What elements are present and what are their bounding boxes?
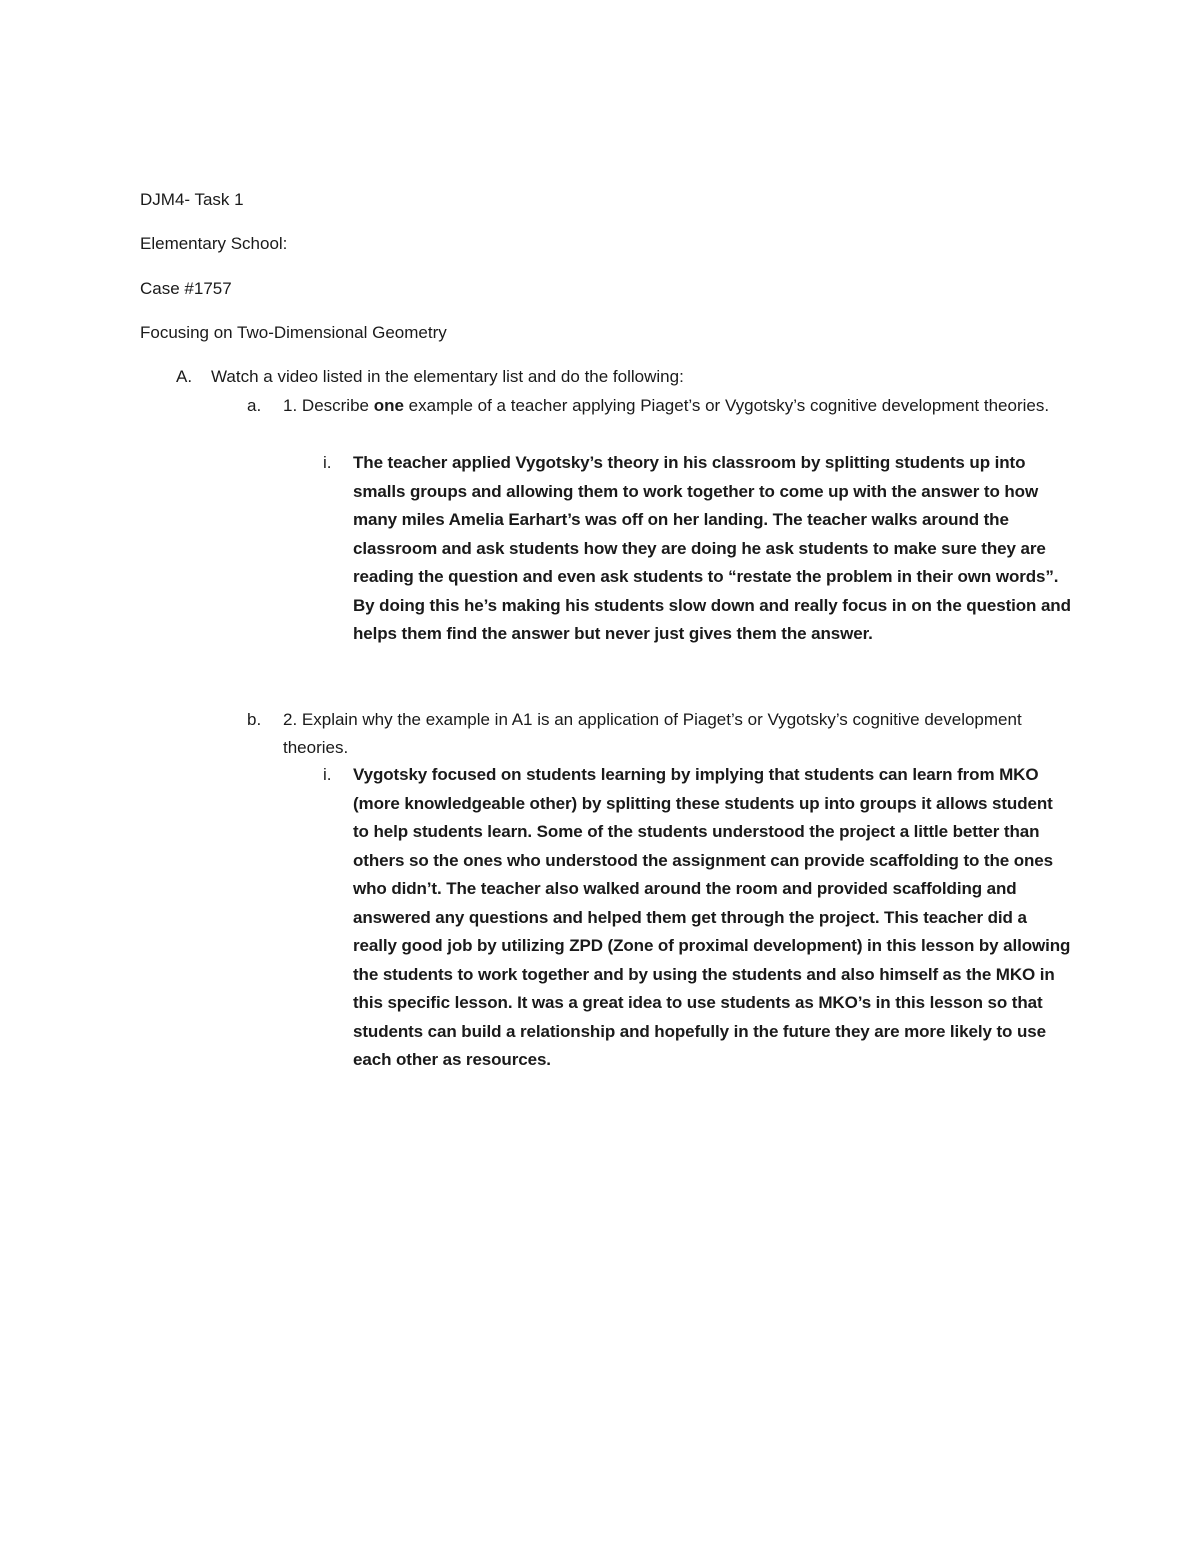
item-a-question bbox=[283, 392, 1073, 420]
item-a-answer-marker: i. bbox=[323, 453, 332, 472]
item-a-emphasis: one bbox=[373, 396, 404, 415]
item-a-text-before: Describe bbox=[297, 396, 374, 415]
item-a-marker: a. bbox=[247, 396, 262, 415]
item-b-marker: b. bbox=[247, 710, 262, 729]
item-b-answer-marker: i. bbox=[323, 765, 332, 784]
item-a-text-after: example of a teacher applying Piaget’s or Vygotsky’s cognitive development theories. bbox=[403, 396, 1050, 415]
item-b-text: Explain why the example in A1 is an application of Piaget’s or Vygotsky’s cognitive development theories. bbox=[283, 710, 1022, 757]
case-number: Case #1757 bbox=[140, 279, 232, 298]
topic-line: Focusing on Two-Dimensional Geometry bbox=[140, 323, 447, 342]
section-a-text: Watch a video listed in the elementary list and do the following: bbox=[211, 367, 684, 386]
item-b-question bbox=[283, 706, 1073, 762]
item-b-answer: Vygotsky focused on students learning by implying that students can learn from MKO (more knowledgeable other) by splitting these students up into groups it allows student to help students learn. Some of the students understood the project a little better than others so the ones who understood the assignment can provide scaffolding to the ones who didn’t. The teacher also walked around the room and provided scaffolding and answered any questions and helped them get through the project. This teacher did a really good job by utilizing ZPD (Zone of proximal development) in this lesson by allowing the students to work together and by using the students and also himself as the MKO in this specific lesson. It was a great idea to use students as MKO’s in this lesson so that students can build a relationship and hopefully in the future they are more likely to use each other as resources. bbox=[353, 765, 1071, 1069]
item-b-number: 2. bbox=[283, 710, 298, 729]
document-title: DJM4- Task 1 bbox=[140, 190, 244, 209]
school-level-label: Elementary School: bbox=[140, 234, 288, 253]
section-a-marker: A. bbox=[176, 367, 193, 386]
item-a-number: 1. bbox=[283, 396, 298, 415]
item-a-answer: The teacher applied Vygotsky’s theory in his classroom by splitting students up into smalls groups and allowing them to work together to come up with the answer to how many miles Amelia Earhart’s was off on her landing. The teacher walks around the classroom and ask students how they are doing he ask students to make sure they are reading the question and even ask students to “restate the problem in their own words”. By doing this he’s making his students slow down and really focus in on the question and helps them find the answer but never just gives them the answer. bbox=[353, 453, 1071, 643]
